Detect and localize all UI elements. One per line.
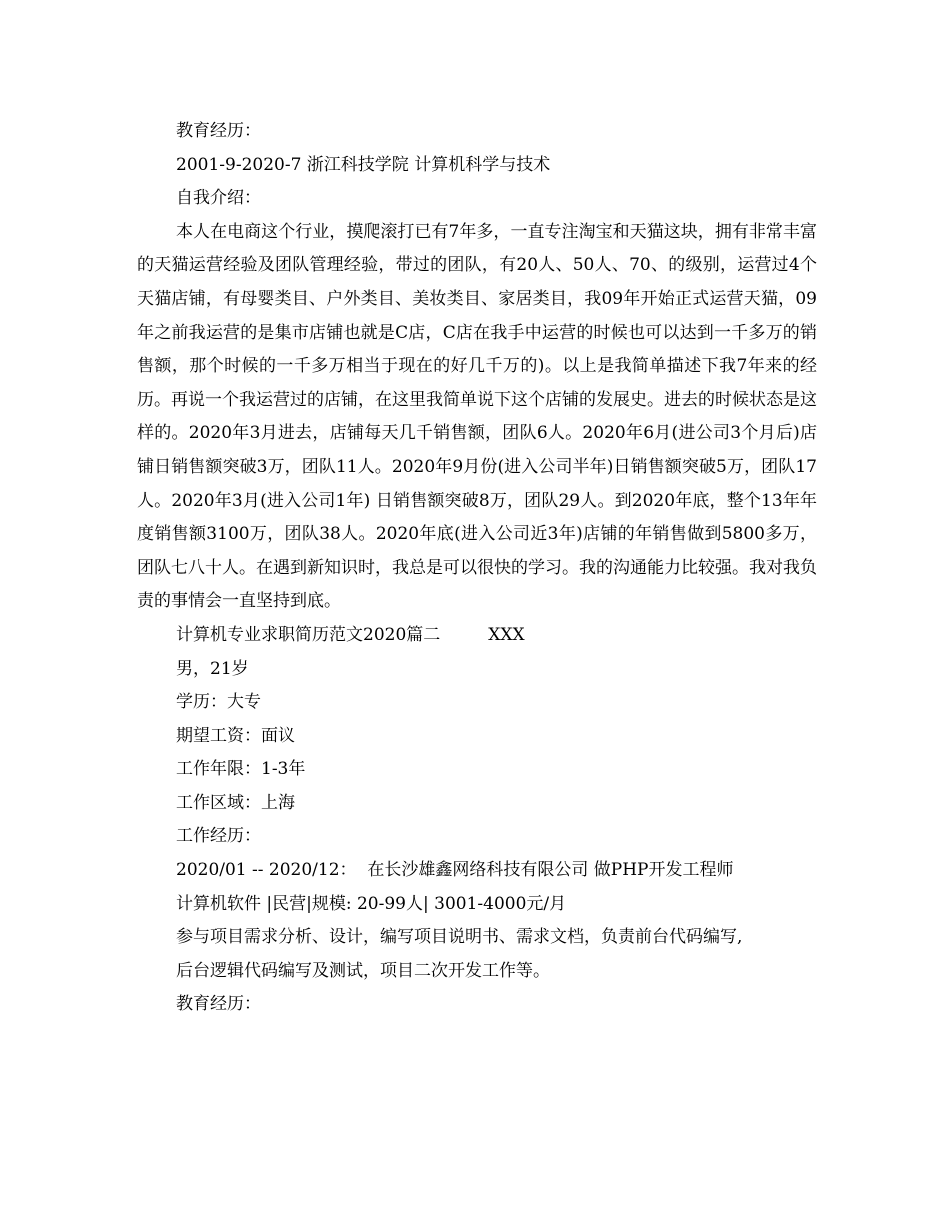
work-area: 工作区域：上海 [176, 792, 295, 813]
education-level: 学历：大专 [176, 692, 261, 713]
job-entry: 2020/01 -- 2020/12： 在长沙雄鑫网络科技有限公司 做PHP开发工程师 [176, 860, 734, 881]
job-description-line: 参与项目需求分析、设计，编写项目说明书、需求文档，负责前台代码编写, [176, 927, 743, 948]
work-years: 工作年限：1-3年 [176, 759, 306, 780]
job-company-info: 计算机软件 |民营|规模: 20-99人| 3001-4000元/月 [176, 893, 567, 914]
expected-salary: 期望工资：面议 [176, 725, 295, 746]
self-intro-paragraph: 本人在电商这个行业，摸爬滚打已有7年多，一直专注淘宝和天猫这块，拥有非常丰富的天猫运营经验及团队管理经验，带过的团队，有20人、50人、70、的级别，运营过4个天猫店铺，有母婴类目、户外类目、美妆类目、家居类目，我09年开始正式运营天猫，09年之前我运营的是集市店铺也就是C店，C店在我手中运营的时候也可以达到一千多万的销售额，那个时候的一千多万相当于现在的好几千万的)。以上是我简单描述下我7年来的经历。再说一个我运营过的店铺，在这里我简单说下这个店铺的发展史。进去的时候状态是这样的。2020年3月进去，店铺每天几千销售额，团队6人。2020年6月(进公司3个月后)店铺日销售额突破3万，团队11人。2020年9月份(进入公司半年)日销售额突破5万，团队17人。2020年3月(进入公司1年) 日销售额突破8万，团队29人。到2020年底，整个13年年度销售额3100万，团队38人。2020年底(进入公司近3年)店铺的年销售做到5800多万，团队七八十人。在遇到新知识时，我总是可以很快的学习。我的沟通能力比较强。我对我负责的事情会一直坚持到底。 [137, 221, 817, 612]
education-heading: 教育经历： [176, 994, 261, 1015]
job-description-line: 后台逻辑代码编写及测试，项目二次开发工作等。 [176, 960, 550, 981]
self-intro-heading: 自我介绍： [176, 188, 261, 209]
document-body [137, 115, 817, 1022]
education-heading: 教育经历： [176, 121, 261, 141]
education-entry: 2001-9-2020-7 浙江科技学院 计算机科学与技术 [176, 154, 551, 175]
work-experience-heading: 工作经历： [176, 826, 261, 847]
gender-age: 男，21岁 [176, 658, 249, 679]
section-title: 计算机专业求职简历范文2020篇二 [176, 624, 441, 645]
section-title-line [137, 619, 817, 653]
candidate-name: XXX [488, 624, 525, 645]
